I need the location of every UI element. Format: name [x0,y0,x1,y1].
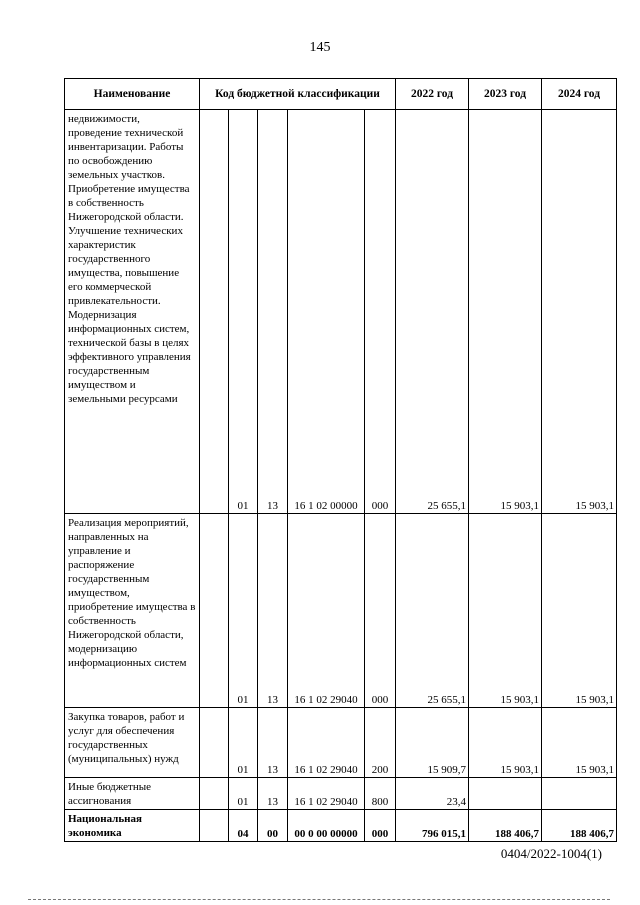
table-row [65,514,617,708]
value-2024: 15 903,1 [542,514,617,708]
code-expense-type: 000 [365,514,396,708]
code-target: 16 1 02 29040 [288,514,365,708]
value-2024: 188 406,7 [542,810,617,842]
row-name: Закупка товаров, работ и услуг для обеспечения государственных (муниципальных) нужд [65,708,200,778]
header-2024: 2024 год [542,79,617,110]
value-2022: 15 909,7 [396,708,469,778]
value-2023 [469,778,542,810]
value-2023: 188 406,7 [469,810,542,842]
header-code: Код бюджетной классификации [200,79,396,110]
code-expense-type: 000 [365,810,396,842]
header-2022: 2022 год [396,79,469,110]
table-row-total [65,810,617,842]
value-2024: 15 903,1 [542,110,617,514]
value-2024: 15 903,1 [542,708,617,778]
row-name: Национальная экономика [65,810,200,842]
row-name: Иные бюджетные ассигнования [65,778,200,810]
bottom-divider [28,899,610,900]
value-2022: 23,4 [396,778,469,810]
value-2023: 15 903,1 [469,708,542,778]
code-section: 01 [229,110,258,514]
code-section: 04 [229,810,258,842]
code-expense-type: 800 [365,778,396,810]
value-2022: 25 655,1 [396,110,469,514]
value-2023: 15 903,1 [469,514,542,708]
page-number: 145 [309,40,331,55]
table-row [65,708,617,778]
code-expense-type: 200 [365,708,396,778]
table-row [65,110,617,514]
code-target: 16 1 02 29040 [288,708,365,778]
document-code: 0404/2022-1004(1) [500,846,602,861]
code-target: 16 1 02 29040 [288,778,365,810]
header-2023: 2023 год [469,79,542,110]
code-expense-type: 000 [365,110,396,514]
code-subsection: 13 [258,708,288,778]
value-2022: 796 015,1 [396,810,469,842]
code-target: 16 1 02 00000 [288,110,365,514]
row-name: недвижимости, проведение технической инвентаризации. Работы по освобождению земельных участков. Приобретение имущества в собственность Нижегородской области. Улучшение технических характеристик государственного имущества, повышение его коммерческой привлекательности. Модернизация информационных систем, технической базы в целях эффективного управления государственным имуществом и земельными ресурсами [65,110,200,514]
table-header-row [65,79,617,110]
code-subsection: 13 [258,514,288,708]
code-target: 00 0 00 00000 [288,810,365,842]
code-subsection: 13 [258,778,288,810]
code-subsection: 13 [258,110,288,514]
value-2022: 25 655,1 [396,514,469,708]
table-row [65,778,617,810]
header-name: Наименование [65,79,200,110]
row-name: Реализация мероприятий, направленных на управление и распоряжение государственным имуществом, приобретение имущества в собственность Нижегородской области, модернизацию информационных систем [65,514,200,708]
code-section: 01 [229,708,258,778]
budget-table [64,78,617,842]
value-2023: 15 903,1 [469,110,542,514]
code-subsection: 00 [258,810,288,842]
code-section: 01 [229,778,258,810]
code-section: 01 [229,514,258,708]
value-2024 [542,778,617,810]
